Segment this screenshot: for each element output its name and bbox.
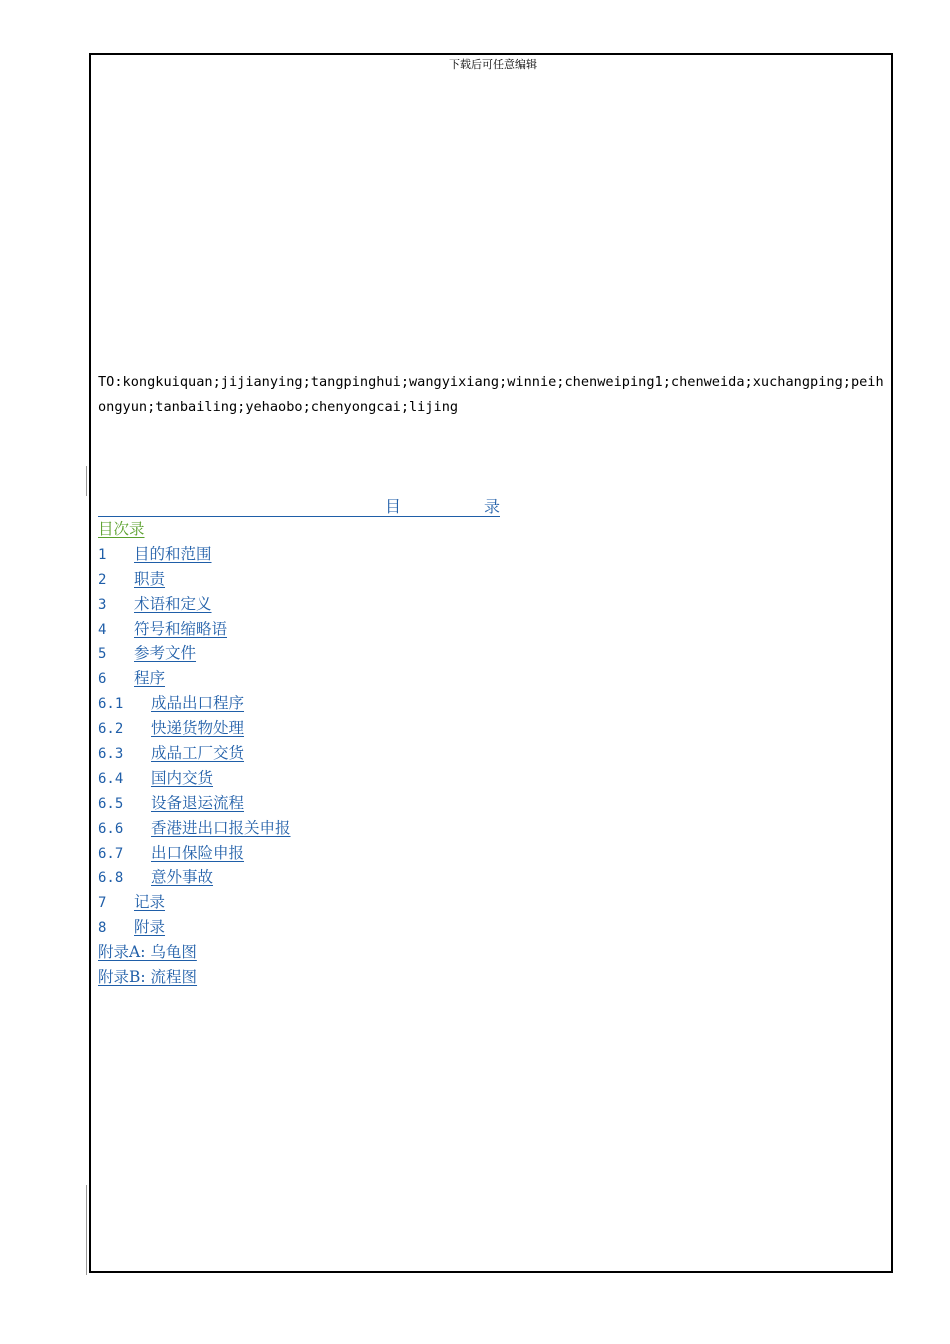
header-note: 下载后可任意编辑: [449, 58, 537, 71]
toc-number: 6.5: [98, 795, 124, 812]
toc-number: 3: [98, 596, 107, 613]
toc-title: 国内交货: [151, 768, 214, 787]
toc-number: 6.1: [98, 696, 124, 713]
toc-number: 6.6: [98, 820, 124, 837]
toc-link[interactable]: [98, 567, 508, 592]
toc-number: 6.2: [98, 721, 124, 738]
left-margin-mark-top: [86, 466, 87, 496]
toc-title: 快递货物处理: [151, 719, 245, 738]
toc-link[interactable]: [98, 915, 508, 940]
toc-number: 6.7: [98, 845, 124, 862]
toc-title: 符号和缩略语: [134, 619, 228, 638]
toc-number: 7: [98, 895, 107, 912]
toc-title: 记录: [134, 893, 166, 912]
toc-link[interactable]: [98, 816, 508, 841]
toc-link[interactable]: [98, 766, 508, 791]
recipient-list: TO:kongkuiquan;jijianying;tangpinghui;wangyixiang;winnie;chenweiping1;chenweida;xuchangping;peihongyun;tanbailing;yehaobo;chenyongcai;lijing: [98, 374, 884, 415]
toc-link[interactable]: [98, 716, 508, 741]
toc-number: 6: [98, 671, 107, 688]
toc-number: 5: [98, 646, 107, 663]
toc-title: 程序: [134, 669, 166, 688]
toc-title: 附录: [134, 918, 166, 937]
toc-title: 参考文件: [134, 644, 197, 663]
toc-number: 8: [98, 920, 107, 937]
toc-link[interactable]: [98, 617, 508, 642]
toc-title: 设备退运流程: [151, 793, 245, 812]
toc-link[interactable]: [98, 691, 508, 716]
toc-number: 1: [98, 546, 107, 563]
toc-title: 目的和范围: [134, 544, 212, 563]
toc-title: 出口保险申报: [151, 843, 245, 862]
toc-title: 职责: [134, 569, 166, 588]
toc-title: 术语和定义: [134, 594, 212, 613]
left-margin-mark-bottom: [86, 1185, 87, 1275]
toc-number: 6.8: [98, 870, 124, 887]
toc-title: 香港进出口报关申报: [151, 818, 291, 837]
toc-link[interactable]: [98, 890, 508, 915]
toc-link[interactable]: [98, 641, 508, 666]
toc-link-appendix-b[interactable]: 附录B: 流程图: [98, 968, 198, 987]
toc-link[interactable]: [98, 666, 508, 691]
toc-title: 意外事故: [151, 868, 214, 887]
toc-heading[interactable]: [98, 492, 500, 517]
toc-link[interactable]: [98, 542, 508, 567]
toc-link-appendix-a[interactable]: 附录A: 乌龟图: [98, 943, 197, 962]
toc-link[interactable]: [98, 865, 508, 890]
toc-link[interactable]: [98, 592, 508, 617]
toc-entry-contents[interactable]: 目次录: [98, 520, 145, 538]
toc-link[interactable]: [98, 741, 508, 766]
toc-link[interactable]: [98, 841, 508, 866]
toc-title: 成品出口程序: [151, 694, 245, 713]
toc-heading-char-1: 目: [385, 497, 402, 516]
table-of-contents: [98, 492, 508, 990]
toc-title: 成品工厂交货: [151, 744, 245, 763]
toc-number: 2: [98, 571, 107, 588]
toc-heading-char-2: 录: [484, 497, 501, 516]
toc-number: 4: [98, 621, 107, 638]
toc-link[interactable]: [98, 791, 508, 816]
toc-number: 6.4: [98, 770, 124, 787]
toc-number: 6.3: [98, 746, 124, 763]
